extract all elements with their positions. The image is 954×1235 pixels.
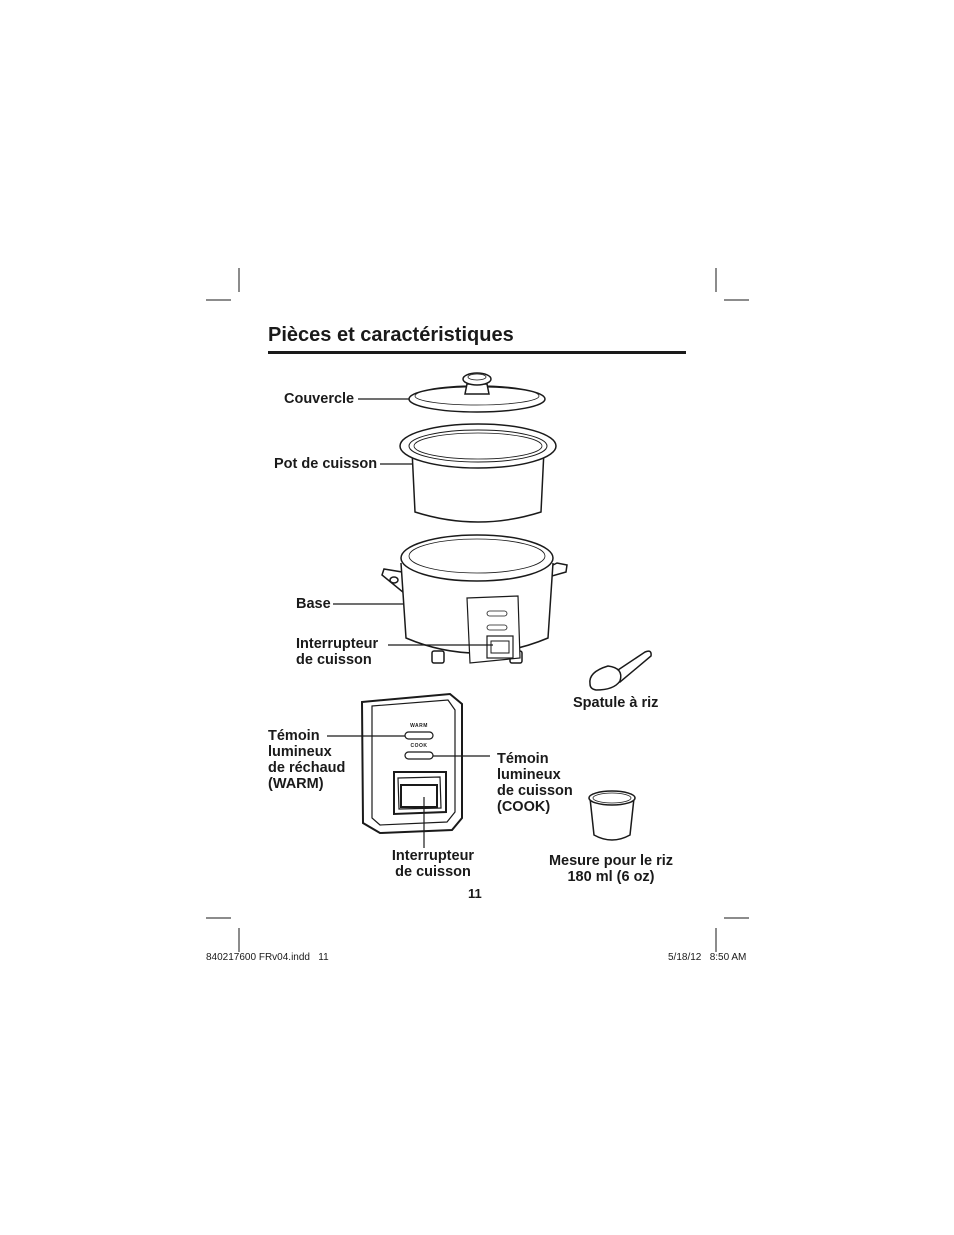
label-temoin-cook bbox=[497, 751, 573, 815]
lid-drawing bbox=[409, 373, 545, 412]
label-base: Base bbox=[296, 596, 331, 612]
title-rule bbox=[268, 351, 686, 354]
label-line: de cuisson bbox=[296, 652, 372, 668]
base-drawing bbox=[382, 535, 567, 663]
label-line: de réchaud bbox=[268, 760, 346, 776]
label-mesure bbox=[538, 853, 684, 885]
page-title: Pièces et caractéristiques bbox=[268, 324, 514, 346]
label-interrupteur-bottom bbox=[383, 848, 483, 880]
page-number: 11 bbox=[468, 886, 482, 901]
spatula-drawing bbox=[590, 651, 651, 690]
label-line: Interrupteur bbox=[391, 848, 475, 864]
footer-filename: 840217600 FRv04.indd 11 bbox=[206, 952, 329, 963]
panel-cook-text: COOK bbox=[410, 743, 428, 749]
footer-date: 5/18/12 8:50 AM bbox=[668, 952, 747, 963]
measuring-cup-drawing bbox=[589, 791, 635, 840]
label-line: lumineux bbox=[268, 744, 332, 760]
label-line: Mesure pour le riz bbox=[548, 853, 674, 869]
label-line: lumineux bbox=[497, 767, 561, 783]
label-line: Témoin bbox=[497, 751, 549, 767]
label-spatule: Spatule à riz bbox=[573, 695, 659, 711]
label-temoin-warm bbox=[268, 728, 345, 792]
label-line: de cuisson bbox=[497, 783, 573, 799]
label-line: Témoin bbox=[268, 728, 320, 744]
label-line: Interrupteur bbox=[296, 636, 379, 652]
label-line: (WARM) bbox=[268, 776, 324, 792]
label-pot-de-cuisson: Pot de cuisson bbox=[274, 456, 378, 472]
label-couvercle: Couvercle bbox=[284, 391, 355, 407]
pot-drawing bbox=[400, 424, 556, 522]
label-line: 180 ml (6 oz) bbox=[567, 869, 655, 885]
label-line: de cuisson bbox=[395, 864, 471, 880]
label-interrupteur-top bbox=[296, 636, 378, 668]
control-panel-drawing bbox=[362, 694, 462, 833]
label-line: (COOK) bbox=[497, 799, 551, 815]
panel-warm-text: WARM bbox=[410, 723, 428, 729]
